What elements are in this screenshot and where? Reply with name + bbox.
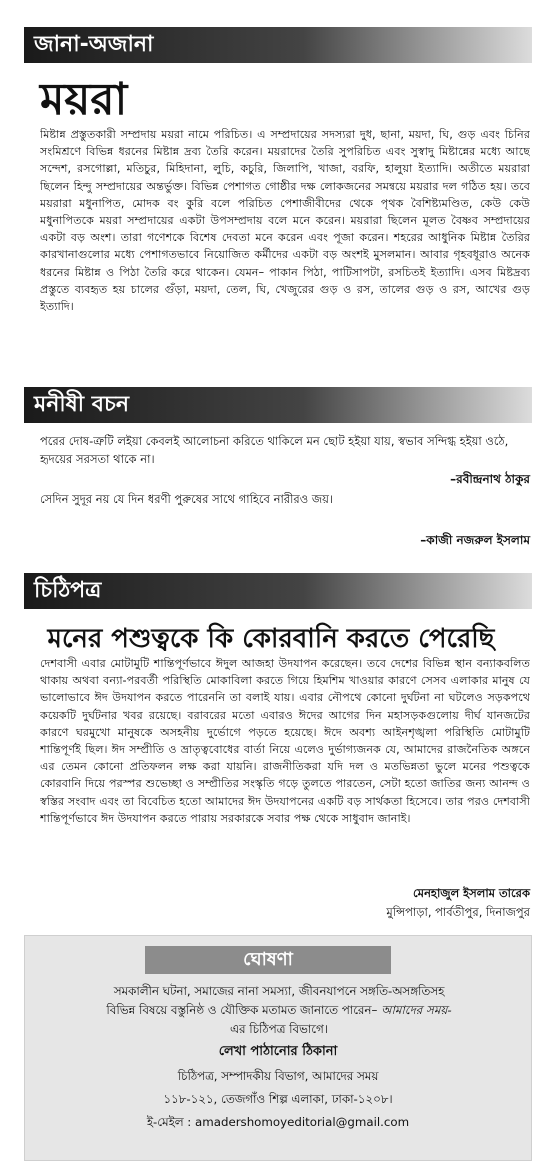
email-address[interactable]: amadershomoyeditorial@gmail.com — [195, 1115, 410, 1129]
article-body: মিষ্টান্ন প্রস্তুতকারী সম্প্রদায় ময়রা নামে পরিচিত। এ সম্প্রদায়ের সদস্যরা দুধ, ছানা, ময়দা, ঘি, গুড় এবং চিনির সংমিশ্রণে বিভিন্ন ধরনের মিষ্টান্ন দ্রব্য তৈরি করেন। ময়রাদের তৈরি সুপরিচিত এবং সুস্বাদু মিষ্টান্নের মধ্যে আছে সন্দেশ, রসগোল্লা, মতিচুর, মিহিদানা, লুচি, কচুরি, জিলাপি, খাজা, বরফি, হালুয়া ইত্যাদি। অতীতে ময়রারা ছিলেন হিন্দু সম্প্রদায়ের অন্তর্ভুক্ত। বিভিন্ন পেশাগত গোষ্ঠীর দক্ষ লোকজনের সমন্বয়ে ময়রার দল গঠিত হয়। তবে ময়রারা মধুনাপিত, মোদক বং কুরি বলে পরিচিত পেশাজীবীদের থেকে পৃথক বৈশিষ্ট্যমণ্ডিত, কেউ কেউ মধুনাপিতকে ময়রা সম্প্রদায়ের একটা উপসম্প্রদায় বলে মনে করেন। ময়রারা ছিলেন মূলত বৈষ্ণব সম্প্রদায়ের একটা বড় অংশ। তারা গণেশকে বিশেষ দেবতা মনে করেন এবং পূজা করেন। শহরের আধুনিক মিষ্টান্ন তৈরির কারখানাগুলোর মধ্যে পেশাগতভাবে নিয়োজিত কর্মীদের একটা বড় অংশই মুসলমান। আবার গৃহবধূরাও অনেক ধরনের মিষ্টান্ন ও পিঠা তৈরি করে থাকেন। যেমন– পাকান পিঠা, পাটিসাপটা, রসচিতই ইত্যাদি। এসব মিষ্টদ্রব্য প্রস্তুতে ব্যবহৃত হয় চালের গুঁড়া, ময়দা, তেল, ঘি, খেজুরের গুড় ও রস, তালের গুড় ও রস, আখের গুড় ইত্যাদি। — [40, 128, 530, 314]
section-bar-quotes: মনীষী বচন — [24, 387, 532, 423]
address-line-2: ১১৮-১২১, তেজগাঁও শিল্প এলাকা, ঢাকা-১২০৮। — [163, 1092, 393, 1106]
email-label: ই-মেইল : — [146, 1115, 192, 1129]
quote-text-2: সেদিন সুদূর নয় যে দিন ধরণী পুরুষের সাথে গাহিবে নারীরও জয়। — [40, 492, 334, 506]
notice-heading: ঘোষণা — [145, 946, 391, 974]
notice-body-line1: সমকালীন ঘটনা, সমাজের নানা সমস্যা, জীবনযাপনে সঙ্গতি-অসঙ্গতিসহ — [113, 984, 445, 998]
section-bar-letters: চিঠিপত্র — [24, 573, 532, 609]
letter-title: মনের পশুত্বকে কি কোরবানি করতে পেরেছি — [47, 624, 495, 654]
notice-body — [39, 982, 519, 1039]
notice-body-line3: এর চিঠিপত্র বিভাগে। — [230, 1022, 328, 1036]
article-title: ময়রা — [40, 74, 128, 125]
letter-author-address: মুন্সিপাড়া, পার্বতীপুর, দিনাজপুর — [386, 905, 530, 919]
letter-body: দেশবাসী এবার মোটামুটি শান্তিপূর্ণভাবে ঈদুল আজহা উদযাপন করেছেন। তবে দেশের বিভিন্ন স্থান বন্যাকবলিত থাকায় অথবা বন্যা-পরবর্তী পরিস্থিতি মোকাবিলা করতে গিয়ে হিমশিম খাওয়ার কারণে সেসব এলাকার মানুষ যে ভালোভাবে ঈদ উদযাপন করতে পারেননি তা বলাই যায়। এবার নৌপথে কোনো দুর্ঘটনা না ঘটলেও সড়কপথে কয়েকটি দুর্ঘটনার খবর রয়েছে। বরাবরের মতো এবারও ঈদের আগের দিন মহাসড়কগুলোয় দীর্ঘ যানজটের কারণে ঘরমুখো মানুষকে অসহনীয় দুর্ভোগে পড়তে হয়েছে। ঈদে অবশ্য আইনশৃঙ্খলা পরিস্থিতি মোটামুটি শান্তিপূর্ণই ছিল। ঈদ সম্প্রীতি ও ভ্রাতৃত্ববোধের বার্তা নিয়ে এলেও দুর্ভাগ্যজনক যে, আমাদের রাজনৈতিক অঙ্গনে এর তেমন কোনো প্রতিফলন লক্ষ করা যায়নি। রাজনীতিকরা যদি দল ও মতভিন্নতা ভুলে মনের পশুত্বকে কোরবানি দিয়ে পরস্পর শুভেচ্ছা ও সম্প্রীতির সংস্কৃতি গড়ে তুলতে পারতেন, সেটা হতো জাতির জন্য আনন্দ ও স্বস্তির সংবাদ এবং তা বিবেচিত হতো আমাদের ঈদ উদযাপনের একটি বড় সার্থকতা হিসেবে। তার পরও দেশবাসী শান্তিপূর্ণভাবে ঈদ উদযাপন করতে পারায় সরকারকে সবার পক্ষ থেকে সাধুবাদ জানাই। — [40, 657, 530, 825]
address-heading: লেখা পাঠানোর ঠিকানা — [218, 1044, 338, 1059]
quote-text-1: পরের দোষ-ত্রুটি লইয়া কেবলই আলোচনা করিতে থাকিলে মন ছোট হইয়া যায়, স্বভাব সন্দিগ্ধ হইয়া ওঠে, হৃদয়ের সরসতা থাকে না। — [40, 434, 509, 466]
notice-box — [24, 935, 532, 1161]
notice-body-line2: বিভিন্ন বিষয়ে বস্তুনিষ্ঠ ও যৌক্তিক মতামত জানাতে পারেন– — [106, 1003, 378, 1017]
notice-body-emphasis: আমাদের সময়- — [381, 1003, 452, 1017]
section-bar-known-unknown: জানা-অজানা — [24, 27, 532, 63]
address-line-1: চিঠিপত্র, সম্পাদকীয় বিভাগ, আমাদের সময় — [177, 1069, 379, 1083]
quote-author-2: –কাজী নজরুল ইসলাম — [420, 533, 530, 547]
letter-author-name: মেনহাজুল ইসলাম তারেক — [413, 886, 530, 900]
quote-author-1: –রবীন্দ্রনাথ ঠাকুর — [450, 472, 530, 486]
email-line — [25, 1113, 531, 1133]
